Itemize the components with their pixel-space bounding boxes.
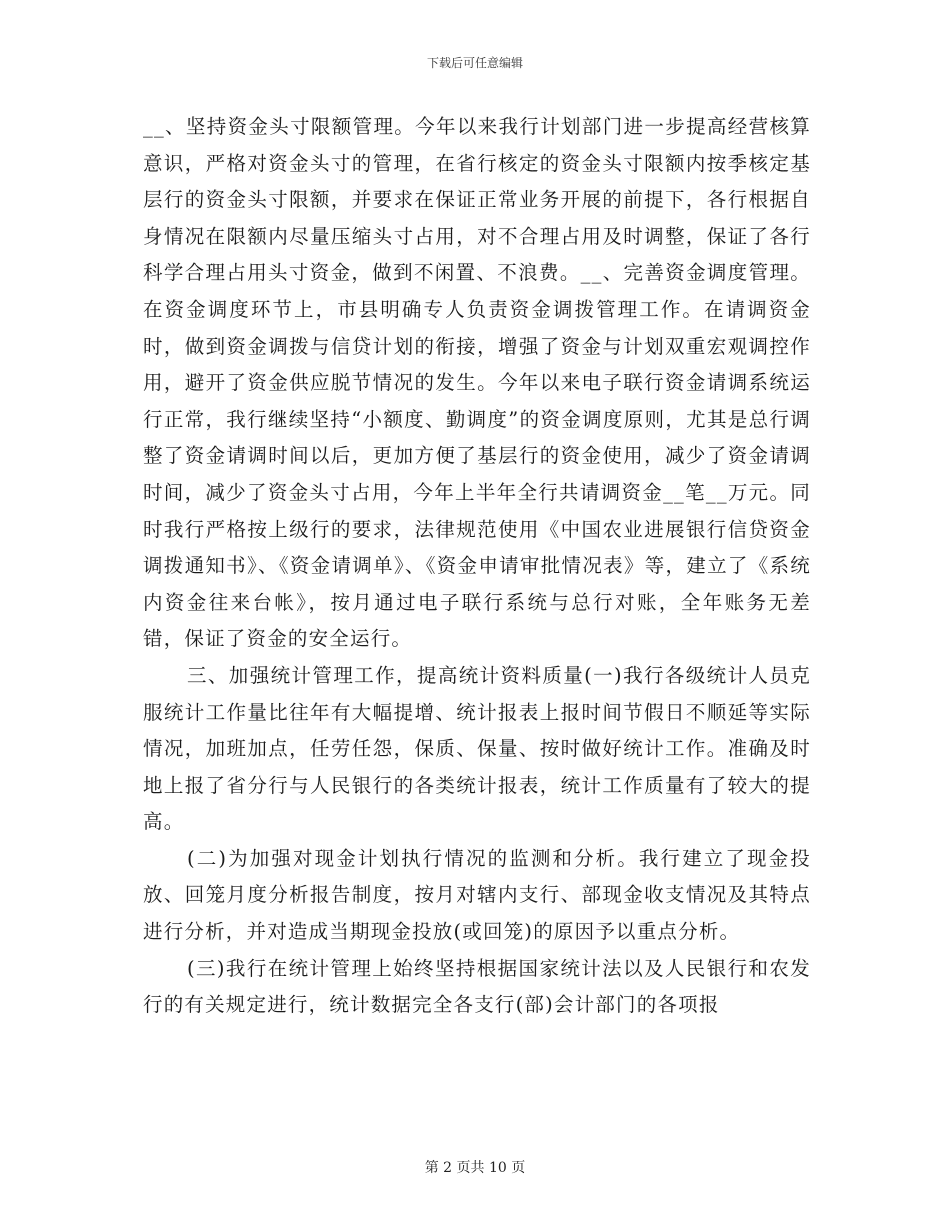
paragraph-cash-plan-monitoring: (二)为加强对现金计划执行情况的监测和分析。我行建立了现金投放、回笼月度分析报告制度，按月对辖内支行、部现金收支情况及其特点进行分析，并对造成当期现金投放(或回笼)的原因予以重点分析。 (143, 846, 811, 944)
paragraph-statistics-management: 三、加强统计管理工作，提高统计资料质量(一)我行各级统计人员克服统计工作量比往年有大幅提增、统计报表上报时间节假日不顺延等实际情况，加班加点，任劳任怨，保质、保量、按时做好统计工作。准确及时地上报了省分行与人民银行的各类统计报表，统计工作质量有了较大的提高。 (143, 663, 811, 834)
paragraph-fund-position: __、坚持资金头寸限额管理。今年以来我行计划部门进一步提高经营核算意识，严格对资金头寸的管理，在省行核定的资金头寸限额内按季核定基层行的资金头寸限额，并要求在保证正常业务开展的前提下，各行根据自身情况在限额内尽量压缩头寸占用，对不合理占用及时调整，保证了各行科学合理占用头寸资金，做到不闲置、不浪费。__、完善资金调度管理。在资金调度环节上，市县明确专人负责资金调拨管理工作。在请调资金时，做到资金调拨与信贷计划的衔接，增强了资金与计划双重宏观调控作用，避开了资金供应脱节情况的发生。今年以来电子联行资金请调系统运行正常，我行继续坚持“小额度、勤调度”的资金调度原则，尤其是总行调整了资金请调时间以后，更加方便了基层行的资金使用，减少了资金请调时间，减少了资金头寸占用，今年上半年全行共请调资金__笔__万元。同时我行严格按上级行的要求，法律规范使用《中国农业进展银行信贷资金调拨通知书》、《资金请调单》、《资金申请审批情况表》等，建立了《系统内资金往来台帐》，按月通过电子联行系统与总行对账，全年账务无差错，保证了资金的安全运行。 (143, 115, 811, 651)
document-body (143, 109, 811, 1024)
paragraph-statistics-compliance: (三)我行在统计管理上始终坚持根据国家统计法以及人民银行和农发行的有关规定进行，统计数据完全各支行(部)会计部门的各项报 (143, 956, 811, 1017)
page-number-footer: 第 2 页共 10 页 (424, 1160, 526, 1176)
header-note: 下载后可任意编辑 (426, 56, 523, 70)
